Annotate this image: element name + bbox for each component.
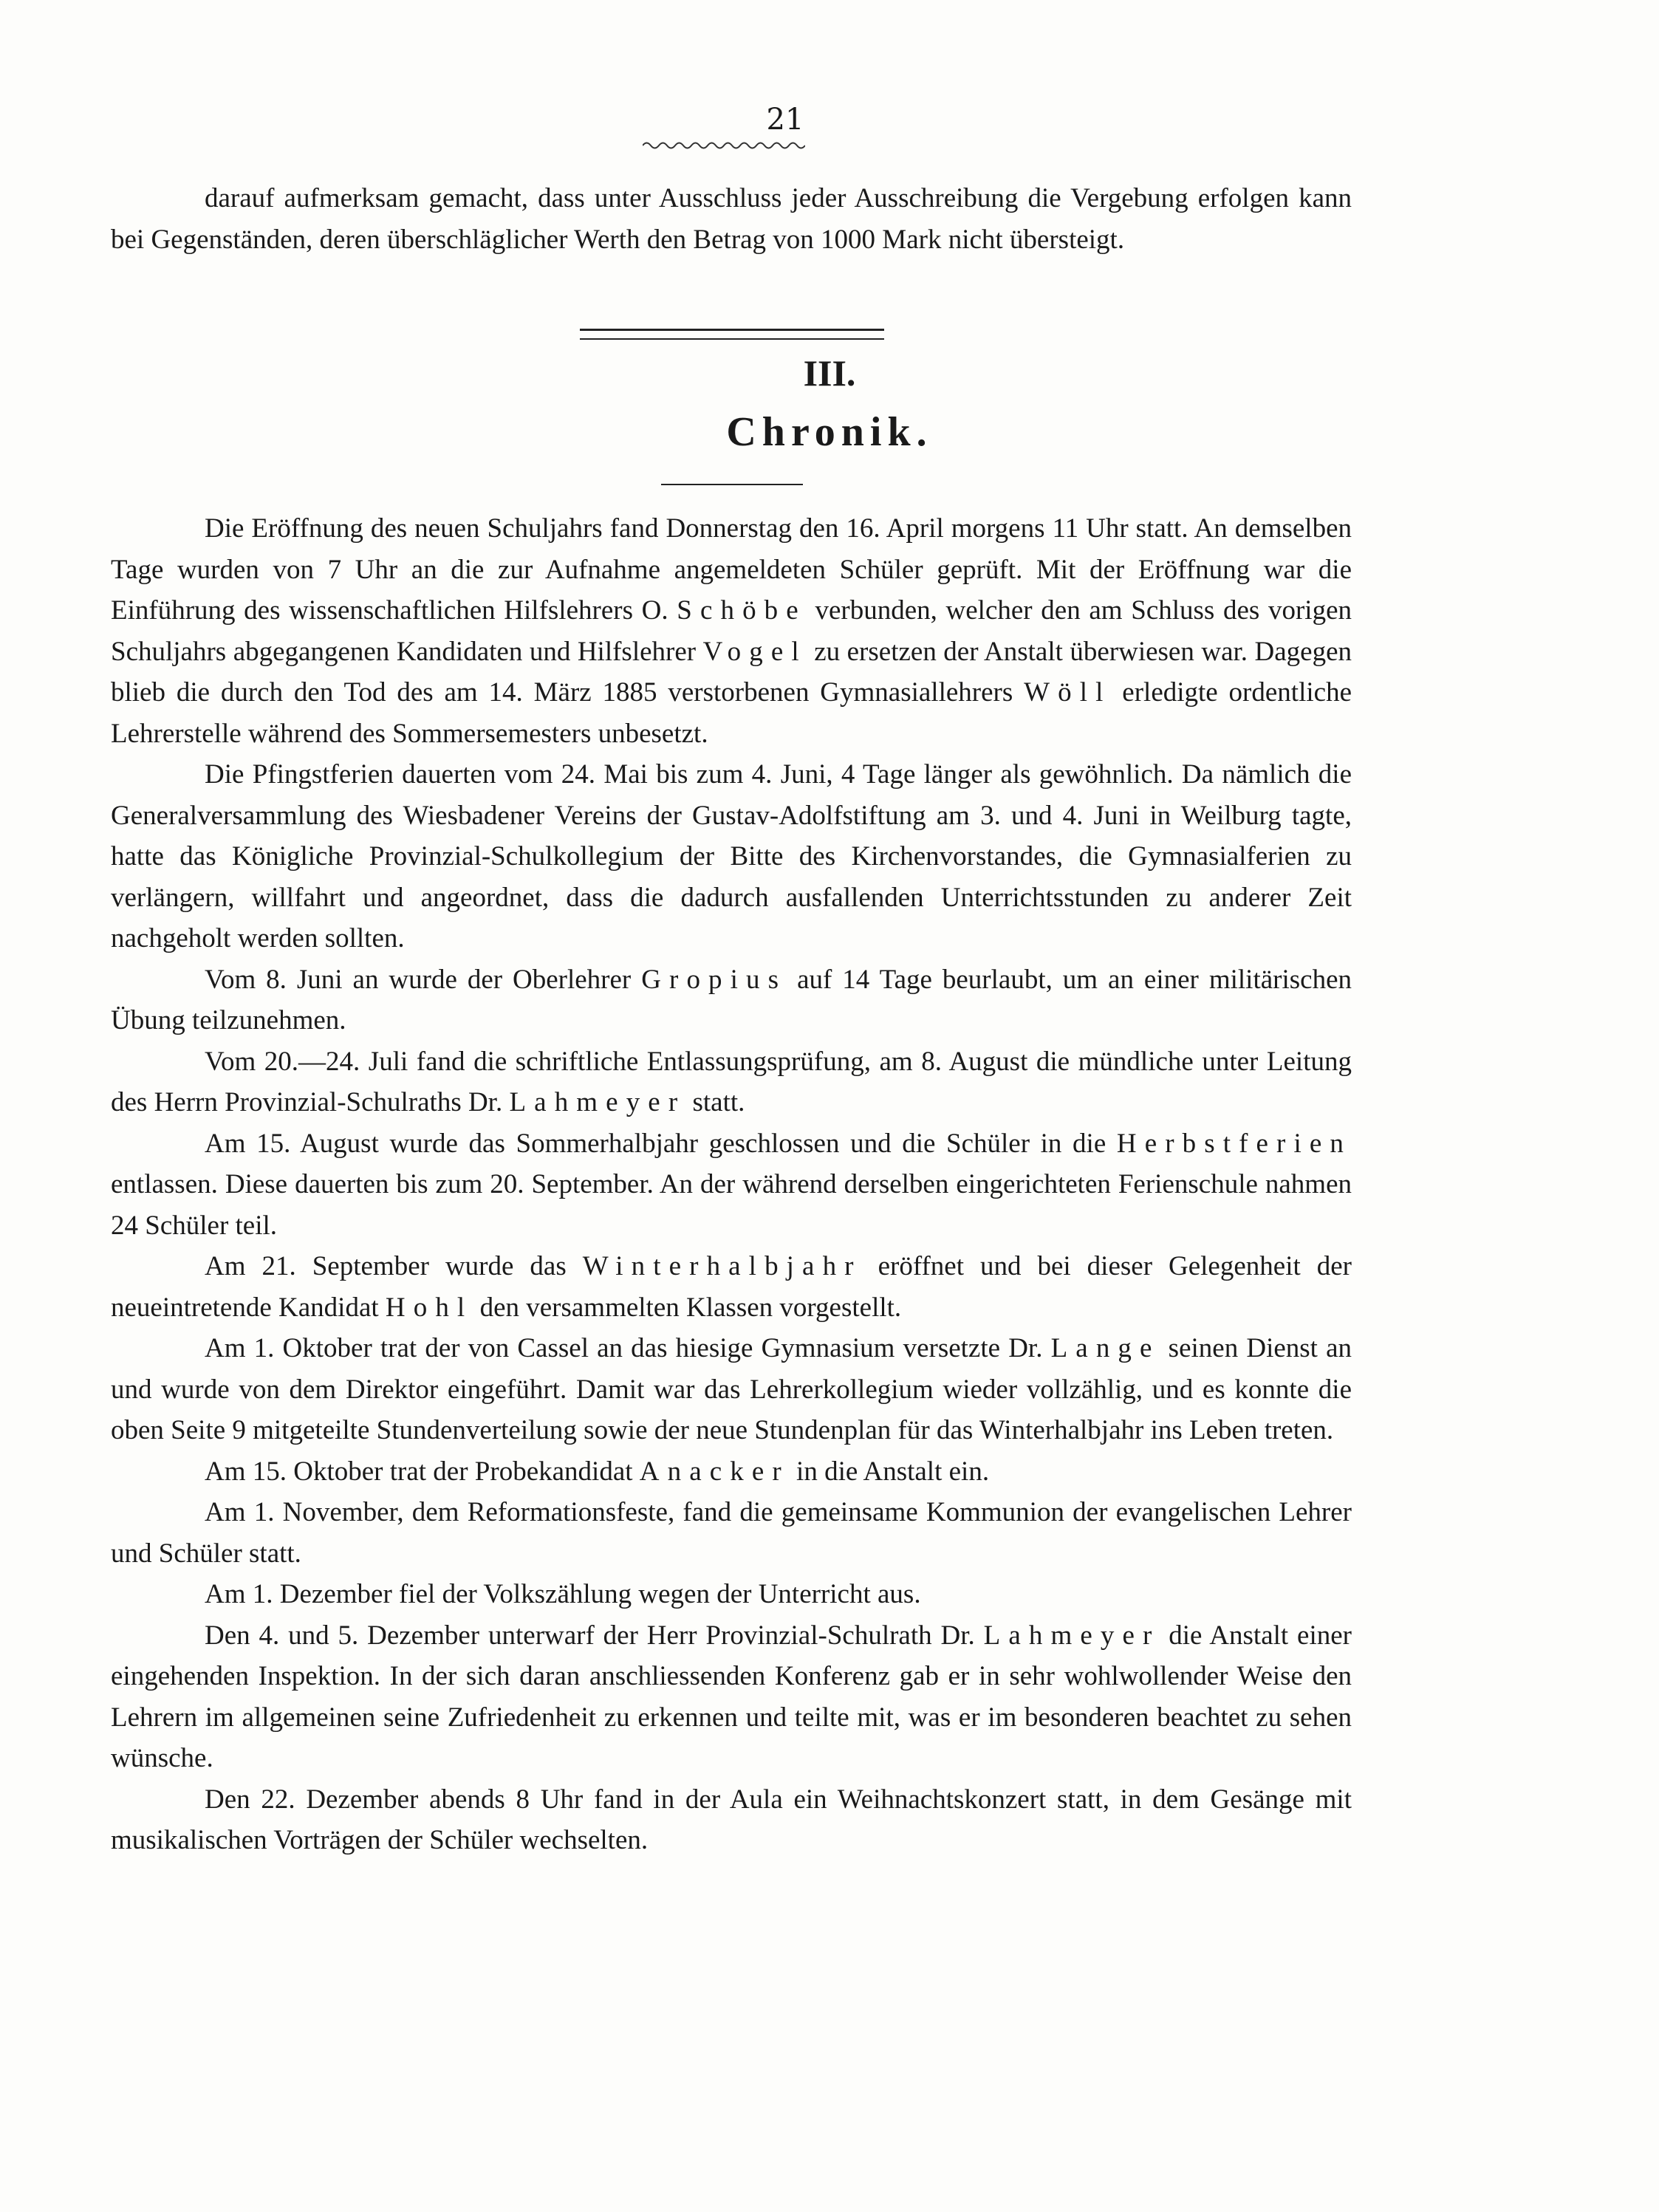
paragraph-opening: Die Eröffnung des neuen Schuljahrs fand Donnerstag den 16. April morgens 11 Uhr statt. An demselben Tage wurden von 7 Uhr an die zur Aufnahme angemeldeten Schüler geprüft. Mit der Eröffnung war die Einführung des wissenschaftlichen Hilfslehrers O. Schöbe verbunden, welcher den am Schluss des vorigen Schuljahrs abgegangenen Kandidaten und Hilfslehrer Vogel zu ersetzen der Anstalt überwiesen war. Dagegen blieb die durch den Tod des am 14. März 1885 verstorbenen Gymnasiallehrers Wöll erledigte ordentliche Lehrerstelle während des Sommersemesters unbesetzt. xyxy=(111,513,1352,749)
paragraph-volkszaehlung: Am 1. Dezember fiel der Volkszählung wegen der Unterricht aus. xyxy=(205,1579,921,1609)
paragraph-reformation: Am 1. November, dem Reformationsfeste, fand die gemeinsame Kommunion der evangelischen Lehrer und Schüler statt. xyxy=(111,1497,1352,1569)
paragraph-pfingstferien: Die Pfingstferien dauerten vom 24. Mai bis zum 4. Juni, 4 Tage länger als gewöhnlich. Da nämlich die Generalversammlung des Wiesbadener Vereins der Gustav-Adolfstiftung am 3. und 4. Juni in Weilburg tagte, hatte das Königliche Provinzial-Schulkollegium der Bitte des Kirchenvorstandes, die Gymnasialferien zu verlängern, willfahrt und angeordnet, dass die dadurch ausfallenden Unterrichtsstunden zu anderer Zeit nachgeholt werden sollten. xyxy=(111,759,1352,953)
name-gropius: Gropius xyxy=(641,964,787,995)
paragraph-anacker: Am 15. Oktober trat der Probekandidat Anacker in die Anstalt ein. xyxy=(205,1456,990,1487)
term-winterhalbjahr: Winterhalbjahr xyxy=(582,1251,862,1281)
name-woell: Wöll xyxy=(1024,677,1112,708)
name-vogel: Vogel xyxy=(702,636,807,667)
name-lange: Lange xyxy=(1050,1333,1160,1363)
paragraph-lange: Am 1. Oktober trat der von Cassel an das hiesige Gymnasium versetzte Dr. Lange seinen Dienst an und wurde von dem Direktor eingeführt. Damit war das Lehrerkollegium wieder vollzählig, und es konnte die oben Seite 9 mitgeteilte Stundenverteilung sowie der neue Stundenplan für das Winterhalbjahr ins Leben treten. xyxy=(111,1333,1352,1445)
section-divider xyxy=(580,329,884,340)
paragraph-inspektion: Den 4. und 5. Dezember unterwarf der Herr Provinzial-Schulrath Dr. Lahmeyer die Anstalt einer eingehenden Inspektion. In der sich daran anschliessenden Konferenz gab er in sehr wohlwollender Weise den Lehrern im allgemeinen seine Zufriedenheit zu erkennen und teilte mit, was er im besonderen beachtet zu sehen wünsche. xyxy=(111,1620,1352,1773)
name-hohl: Hohl xyxy=(385,1292,473,1323)
chronik-body xyxy=(111,508,1352,1861)
name-lahmeyer-2: Lahmeyer xyxy=(983,1620,1160,1651)
name-anacker: Anacker xyxy=(639,1456,790,1487)
section-title: Chronik. xyxy=(726,409,933,455)
title-rule xyxy=(661,484,803,485)
paragraph-winterhalbjahr: Am 21. September wurde das Winterhalbjahr eröffnet und bei dieser Gelegenheit der neueintretende Kandidat Hohl den versammelten Klassen vorgestellt. xyxy=(111,1251,1352,1323)
paragraph-herbstferien: Am 15. August wurde das Sommerhalbjahr geschlossen und die Schüler in die Herbstferien entlassen. Diese dauerten bis zum 20. September. An der während derselben eingerichteten Ferienschule nahmen 24 Schüler teil. xyxy=(111,1128,1352,1241)
paragraph-pruefung: Vom 20.—24. Juli fand die schriftliche Entlassungsprüfung, am 8. August die mündliche unter Leitung des Herrn Provinzial-Schulraths Dr. Lahmeyer statt. xyxy=(111,1046,1352,1117)
ornament-wavy-rule xyxy=(643,140,805,151)
paragraph-gropius: Vom 8. Juni an wurde der Oberlehrer Gropius auf 14 Tage beurlaubt, um an einer militärischen Übung teilzunehmen. xyxy=(111,964,1352,1035)
paragraph-weihnachtskonzert: Den 22. Dezember abends 8 Uhr fand in der Aula ein Weihnachtskonzert statt, in dem Gesänge mit musikalischen Vorträgen der Schüler wechselten. xyxy=(111,1784,1352,1855)
section-number: III. xyxy=(803,352,856,394)
name-lahmeyer: Lahmeyer xyxy=(509,1087,686,1117)
intro-paragraph: darauf aufmerksam gemacht, dass unter Ausschluss jeder Ausschreibung die Vergebung erfolgen kann bei Gegenständen, deren überschläglicher Werth den Betrag von 1000 Mark nicht übersteigt. xyxy=(111,183,1352,255)
term-herbstferien: Herbstferien xyxy=(1116,1128,1352,1159)
name-schoebe: Schöbe xyxy=(677,595,807,626)
page-number: 21 xyxy=(766,103,804,137)
